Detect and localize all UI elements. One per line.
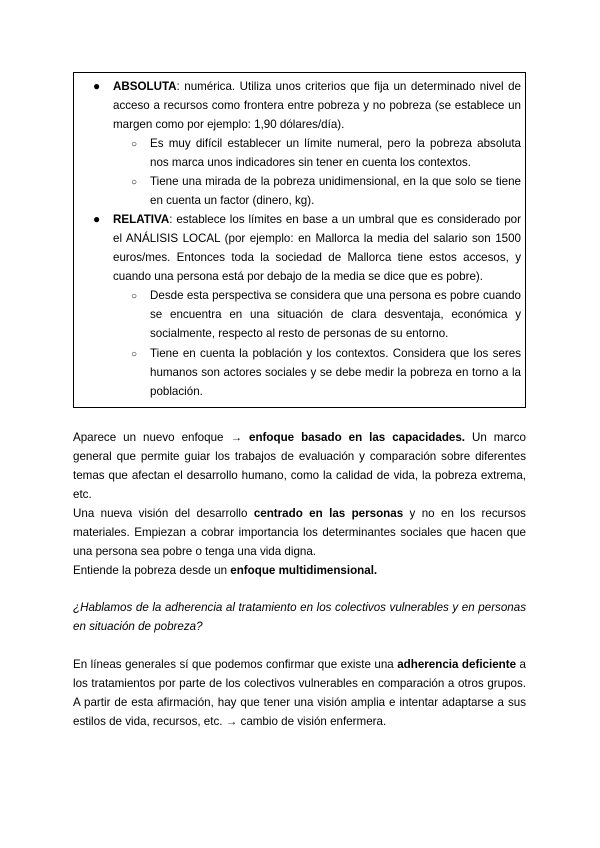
absoluta-term: ABSOLUTA	[113, 80, 177, 93]
relativa-sub-2: Tiene en cuenta la población y los contextos. Considera que los seres humanos son actores sociales y se debe medir la pobreza en torno a la población.	[150, 347, 521, 398]
paragraph-capacidades: Aparece un nuevo enfoque → enfoque basado en las capacidades. Un marco general que permite guiar los trabajos de evaluación y comparación sobre diferentes temas que afectan el desarrollo humano, como la calidad de vida, la pobreza extrema, etc.	[73, 431, 526, 501]
paragraph-personas: Una nueva visión del desarrollo centrado en las personas y no en los recursos materiales. Empiezan a cobrar importancia los determinantes sociales que hacen que una persona sea pobre o tenga una vida digna.	[73, 507, 526, 558]
bullet-relativa-sub-2: ○	[131, 349, 138, 360]
absoluta-text: : numérica. Utiliza unos criterios que fija un determinado nivel de acceso a recursos como frontera entre pobreza y no pobreza (se establece un margen como por ejemplo: 1,90 dólares/día).	[113, 80, 521, 131]
relativa-sub-1: Desde esta perspectiva se considera que una persona es pobre cuando se encuentra en una situación de clara desventaja, económica y socialmente, respecto al resto de personas de su entorno.	[150, 289, 521, 340]
bullet-relativa: ●	[93, 212, 101, 226]
absoluta-sub-2: Tiene una mirada de la pobreza unidimensional, en la que solo se tiene en cuenta un factor (dinero, kg).	[150, 175, 521, 207]
adherencia-deficiente-emphasis: adherencia deficiente	[397, 658, 517, 671]
absoluta-sub-1: Es muy difícil establecer un límite numeral, pero la pobreza absoluta nos marca unos indicadores sin tener en cuenta los contextos.	[150, 137, 521, 169]
relativa-item	[113, 210, 521, 286]
bullet-absoluta-sub-1: ○	[131, 139, 138, 150]
enfoque-multidimensional-emphasis: enfoque multidimensional.	[230, 564, 378, 577]
enfoque-capacidades-emphasis: enfoque basado en las capacidades.	[249, 431, 466, 444]
bullet-relativa-sub-1: ○	[131, 291, 138, 302]
absoluta-item	[113, 77, 521, 134]
paragraph-multidimensional: Entiende la pobreza desde un enfoque multidimensional.	[73, 564, 378, 577]
question-heading: ¿Hablamos de la adherencia al tratamiento en los colectivos vulnerables y en personas en situación de pobreza?	[73, 601, 526, 633]
centrado-personas-emphasis: centrado en las personas	[253, 507, 404, 520]
paragraph-adherencia: En líneas generales sí que podemos confirmar que existe una adherencia deficiente a los tratamientos por parte de los colectivos vulnerables en comparación a otros grupos. A partir de esta afirmación, hay que tener una visión amplia e intentar adaptarse a sus estilos de vida, recursos, etc. → cambio de visión enfermera.	[73, 658, 526, 728]
bullet-absoluta-sub-2: ○	[131, 177, 138, 188]
bullet-absoluta: ●	[93, 79, 101, 93]
relativa-text: : establece los límites en base a un umbral que es considerado por el ANÁLISIS LOCAL (por ejemplo: en Mallorca la media del salario son 1500 euros/mes. Entonces toda la sociedad de Mallorca tiene estos accesos, y cuando una persona está por debajo de la media se dice que es pobre).	[113, 213, 521, 283]
relativa-term: RELATIVA	[113, 213, 170, 226]
